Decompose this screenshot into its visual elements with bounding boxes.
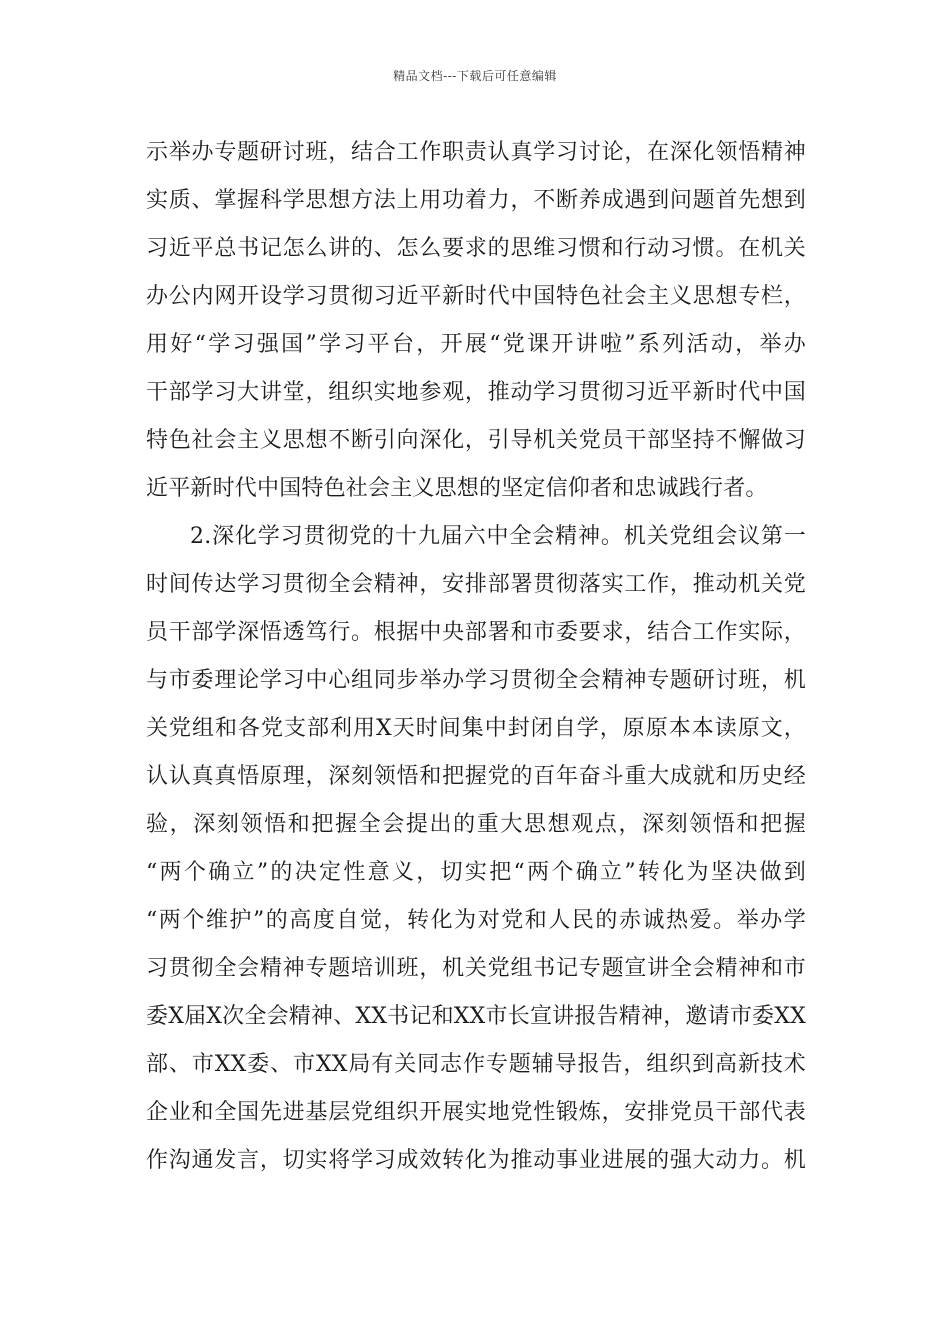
text-line: 用好“学习强国”学习平台，开展“党课开讲啦”系列活动，举办	[146, 332, 806, 357]
text-line: 部、市XX委、市XX局有关同志作专题辅导报告，组织到高新技术	[146, 1052, 806, 1077]
text-line: 办公内网开设学习贯彻习近平新时代中国特色社会主义思想专栏，	[146, 284, 806, 309]
text-line: 与市委理论学习中心组同步举办学习贯彻全会精神专题研讨班，机	[146, 668, 806, 693]
text-line: 委X届X次全会精神、XX书记和XX市长宣讲报告精神，邀请市委XX	[146, 1004, 806, 1029]
text-line: 干部学习大讲堂，组织实地参观，推动学习贯彻习近平新时代中国	[146, 380, 806, 405]
text-line: 作沟通发言，切实将学习成效转化为推动事业进展的强大动力。机	[146, 1148, 806, 1173]
text-line: 关党组和各党支部利用X天时间集中封闭自学，原原本本读原文，	[146, 716, 806, 741]
text-line: 示举办专题研讨班，结合工作职责认真学习讨论，在深化领悟精神	[146, 140, 806, 165]
text-line: “两个维护”的高度自觉，转化为对党和人民的赤诚热爱。举办学	[146, 908, 806, 933]
text-line: 近平新时代中国特色社会主义思想的坚定信仰者和忠诚践行者。	[146, 476, 768, 501]
text-line: 时间传达学习贯彻全会精神，安排部署贯彻落实工作，推动机关党	[146, 572, 806, 597]
text-line: 习近平总书记怎么讲的、怎么要求的思维习惯和行动习惯。在机关	[146, 236, 806, 261]
text-line: “两个确立”的决定性意义，切实把“两个确立”转化为坚决做到	[146, 860, 806, 885]
text-line: 员干部学深悟透笃行。根据中央部署和市委要求，结合工作实际，	[146, 620, 806, 645]
text-line: 验，深刻领悟和把握全会提出的重大思想观点，深刻领悟和把握	[146, 812, 806, 837]
page-header: 精品文档---下载后可任意编辑	[393, 69, 557, 83]
text-line: 2.深化学习贯彻党的十九届六中全会精神。机关党组会议第一	[190, 524, 806, 549]
text-line: 企业和全国先进基层党组织开展实地党性锻炼，安排党员干部代表	[146, 1100, 806, 1125]
text-line: 认认真真悟原理，深刻领悟和把握党的百年奋斗重大成就和历史经	[146, 764, 806, 789]
text-line: 习贯彻全会精神专题培训班，机关党组书记专题宣讲全会精神和市	[146, 956, 806, 981]
text-line: 实质、掌握科学思想方法上用功着力，不断养成遇到问题首先想到	[146, 188, 806, 213]
text-line: 特色社会主义思想不断引向深化，引导机关党员干部坚持不懈做习	[146, 428, 806, 453]
document-body	[146, 129, 806, 1185]
